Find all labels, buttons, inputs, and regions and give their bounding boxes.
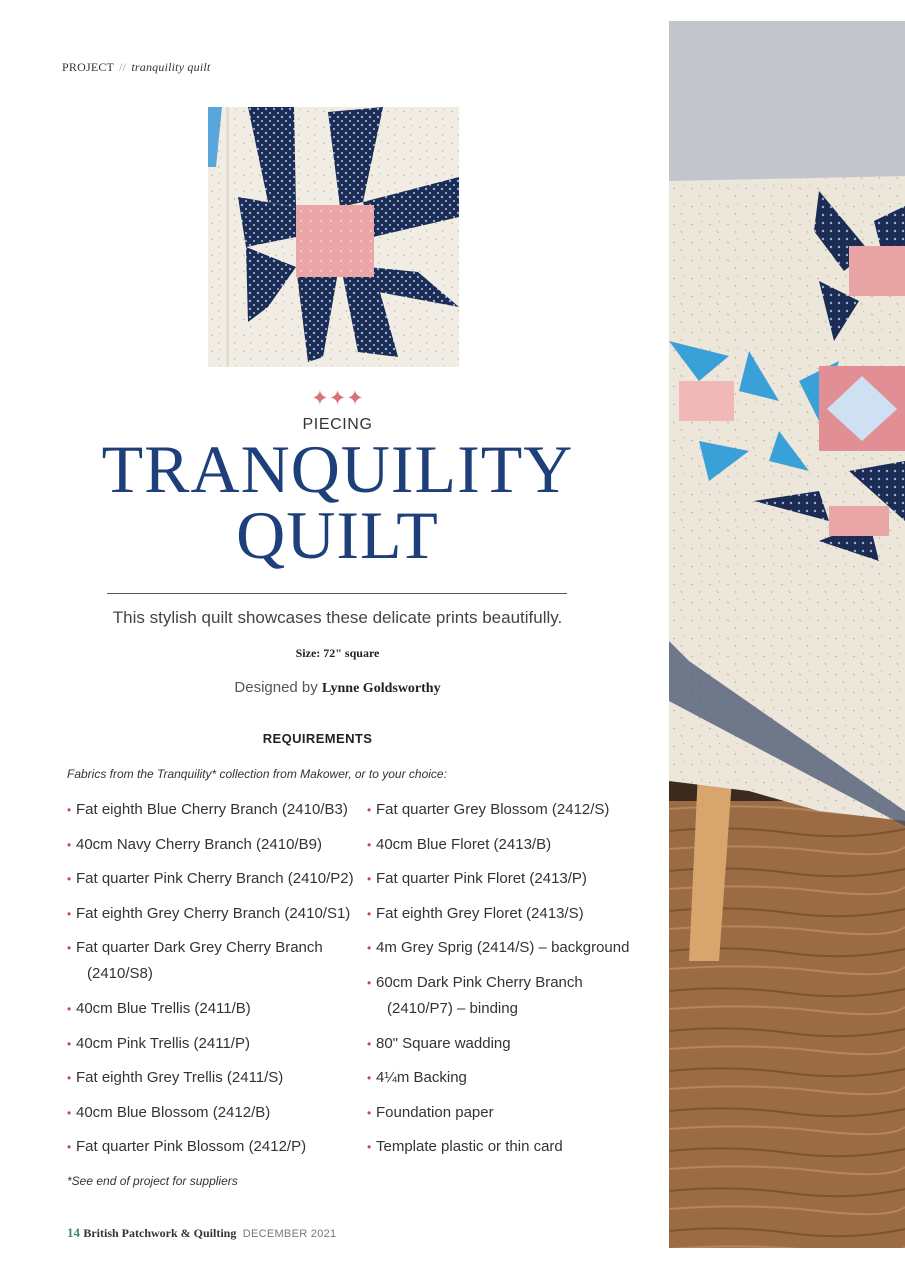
requirement-text: 80" Square wadding: [376, 1034, 511, 1052]
bullet-icon: •: [67, 1001, 72, 1016]
requirement-item: [67, 1134, 367, 1160]
bullet-icon: •: [67, 1071, 72, 1086]
item-gap: [67, 927, 367, 936]
requirement-item: [67, 797, 367, 823]
requirement-text: (2410/S8): [87, 965, 153, 983]
item-gap: [367, 1022, 647, 1031]
bullet-icon: •: [367, 1071, 372, 1086]
requirement-item: [67, 1100, 367, 1126]
item-gap: [67, 1022, 367, 1031]
item-gap: [367, 1126, 647, 1135]
header-section: PROJECT: [62, 60, 114, 74]
requirement-text: 40cm Navy Cherry Branch (2410/B9): [76, 835, 322, 853]
requirement-text: 60cm Dark Pink Cherry Branch: [376, 973, 583, 991]
item-gap: [67, 987, 367, 996]
requirement-text: Fat quarter Pink Floret (2413/P): [376, 870, 587, 888]
requirement-text: 40cm Blue Trellis (2411/B): [76, 999, 251, 1017]
magazine-name: British Patchwork & Quilting: [83, 1226, 237, 1240]
designer-credit: [0, 679, 675, 697]
requirement-item: [367, 1100, 647, 1126]
fabrics-intro: Fabrics from the Tranquility* collection from Makower, or to your choice:: [67, 767, 447, 781]
header-separator: //: [119, 60, 127, 74]
requirement-text: Fat eighth Grey Trellis (2411/S): [76, 1069, 284, 1087]
item-gap: [367, 823, 647, 832]
requirement-item: [67, 1065, 367, 1091]
requirements-heading: REQUIREMENTS: [262, 731, 373, 746]
designer-prefix: Designed by: [234, 679, 318, 696]
requirement-text: Fat quarter Dark Grey Cherry Branch: [76, 939, 323, 957]
requirement-text: (2410/P7) – binding: [387, 999, 518, 1017]
requirement-item: [367, 935, 647, 961]
item-gap: [367, 1057, 647, 1066]
bullet-icon: •: [67, 837, 72, 852]
item-gap: [67, 1126, 367, 1135]
bullet-icon: •: [367, 1105, 372, 1120]
bullet-icon: •: [67, 1105, 72, 1120]
subtitle: This stylish quilt showcases these delicate prints beautifully.: [112, 608, 563, 627]
item-gap: [367, 927, 647, 936]
item-gap: [67, 1091, 367, 1100]
requirement-item: [67, 901, 367, 927]
requirement-item: [367, 970, 647, 1022]
footnote: *See end of project for suppliers: [67, 1174, 238, 1188]
requirement-text: Fat eighth Blue Cherry Branch (2410/B3): [76, 801, 348, 818]
requirement-text: Fat quarter Pink Cherry Branch (2410/P2): [76, 870, 354, 888]
bullet-icon: •: [67, 872, 72, 887]
bullet-icon: •: [367, 837, 372, 852]
category-label: PIECING: [302, 416, 373, 433]
requirement-text: 4m Grey Sprig (2414/S) – background: [376, 939, 630, 957]
quilt-photo: [669, 21, 905, 1248]
requirement-text: Template plastic or thin card: [376, 1138, 563, 1156]
requirement-text: Fat quarter Pink Blossom (2412/P): [76, 1138, 307, 1156]
requirements-right-column: [367, 797, 647, 1160]
requirement-item: [367, 901, 647, 927]
requirement-item: [67, 866, 367, 892]
bullet-icon: •: [67, 906, 72, 921]
bullet-icon: •: [367, 872, 372, 887]
requirement-item: [67, 832, 367, 858]
designer-name: Lynne Goldsworthy: [321, 681, 441, 696]
requirement-text: Fat eighth Grey Floret (2413/S): [376, 904, 584, 922]
header-subsection: tranquility quilt: [131, 60, 211, 74]
item-gap: [67, 1057, 367, 1066]
requirement-item: [367, 1134, 647, 1160]
bullet-icon: •: [67, 941, 72, 956]
bullet-icon: •: [367, 941, 372, 956]
requirement-text: 4¼m Backing: [376, 1069, 467, 1087]
title-line-1: TRANQUILITY: [101, 431, 574, 507]
quilt-size: Size: 72" square: [295, 646, 380, 660]
requirement-text: Fat quarter Grey Blossom (2412/S): [376, 801, 610, 818]
requirements-left-column: [67, 797, 367, 1160]
requirement-item: [67, 935, 367, 987]
bullet-icon: •: [367, 803, 372, 817]
page-title: [0, 431, 675, 573]
item-gap: [367, 961, 647, 970]
requirement-text: Foundation paper: [376, 1103, 494, 1121]
title-line-2: QUILT: [236, 497, 439, 573]
requirement-text: 40cm Pink Trellis (2411/P): [76, 1034, 250, 1052]
item-gap: [367, 1091, 647, 1100]
bullet-icon: •: [67, 1036, 72, 1051]
bullet-icon: •: [67, 803, 72, 817]
requirement-item: [367, 1065, 647, 1091]
quilt-block-image: [208, 107, 459, 367]
decorative-stars: ✦✦✦: [311, 387, 364, 410]
bullet-icon: •: [67, 1140, 72, 1155]
requirement-item: [367, 1031, 647, 1057]
bullet-icon: •: [367, 975, 372, 990]
requirement-text: 40cm Blue Blossom (2412/B): [76, 1103, 271, 1121]
requirement-item: [367, 797, 647, 823]
item-gap: [67, 892, 367, 901]
running-header: [62, 60, 210, 75]
requirement-item: [67, 1031, 367, 1057]
item-gap: [367, 892, 647, 901]
requirement-item: [367, 832, 647, 858]
requirement-text: Fat eighth Grey Cherry Branch (2410/S1): [76, 904, 351, 922]
item-gap: [67, 823, 367, 832]
requirement-item: [367, 866, 647, 892]
bullet-icon: •: [367, 906, 372, 921]
item-gap: [67, 858, 367, 867]
requirement-text: 40cm Blue Floret (2413/B): [376, 835, 552, 853]
requirement-item: [67, 996, 367, 1022]
page-footer: [67, 1225, 336, 1241]
item-gap: [367, 858, 647, 867]
title-divider: [107, 593, 567, 594]
issue-date: DECEMBER 2021: [242, 1228, 337, 1240]
bullet-icon: •: [367, 1036, 372, 1051]
page-number: 14: [67, 1225, 80, 1240]
bullet-icon: •: [367, 1140, 372, 1155]
